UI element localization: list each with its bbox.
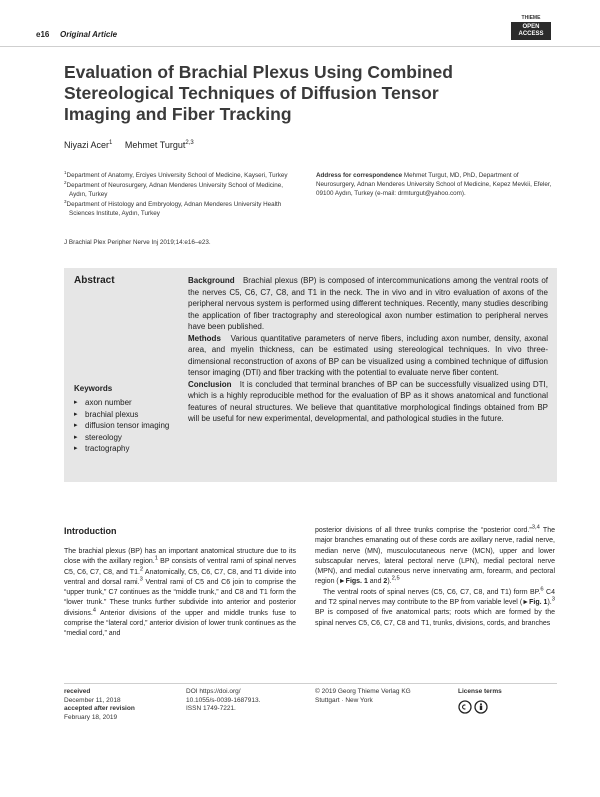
doi-block — [186, 688, 260, 714]
page-number: e16 — [36, 30, 50, 39]
badge-open: OPEN — [522, 24, 540, 30]
abstract-conclusion-label: Conclusion — [188, 379, 232, 389]
affiliation-item: $^2$Department of Neurosurgery, Adnan Menderes University School of Medicine, Aydın, Turkey — [64, 179, 284, 198]
accepted-date: February 18, 2019 — [64, 713, 118, 721]
header-rule — [0, 46, 600, 47]
badge-access: ACCESS — [518, 31, 544, 37]
doi-value[interactable]: 10.1055/s-0039-1687913. — [186, 696, 261, 704]
copyright-text: © 2019 Georg Thieme Verlag KG — [315, 688, 411, 695]
accepted-label: accepted after revision — [64, 705, 135, 712]
keywords-heading: Keywords — [74, 384, 113, 393]
abstract-background-label: Background — [188, 276, 235, 285]
cc-circle-icon — [459, 701, 471, 713]
keyword-item: ▸ axon number — [74, 397, 174, 409]
figure-link[interactable]: 2 — [383, 578, 388, 586]
received-date: December 11, 2018 — [64, 696, 121, 704]
author-name: Niyazi Acer — [64, 140, 110, 150]
introduction-heading: Introduction — [64, 526, 117, 536]
section-label: Original Article — [60, 30, 118, 39]
figure-link[interactable]: ►Fig. 1 — [522, 599, 548, 607]
correspondence — [316, 171, 554, 198]
body-column-right — [315, 526, 555, 629]
copyright-block — [315, 688, 411, 705]
creative-commons-icon[interactable] — [458, 700, 498, 714]
author-list — [64, 140, 194, 150]
abstract-methods-text: Various quantitative parameters of nerve fibers, including axon number, density, axonal area, and myelin thickness, can be estimated using stereological techniques. In vivo three-dimensional reconstruction of axons of BP can be visualized using a combined technique of diffusion tensor imaging (DTI) and fiber tracking with the potential to evaluate nerve fiber content. — [188, 333, 548, 377]
footer-rule — [64, 683, 557, 684]
affiliation-item: $^3$Department of Histology and Embryology, Adnan Menderes University Health Sciences Institute, Aydın, Turkey — [64, 198, 282, 217]
affiliations — [64, 171, 294, 219]
license-block — [458, 688, 502, 697]
journal-citation: J Brachial Plex Peripher Nerve Inj 2019;14:e16–e23. — [64, 239, 211, 246]
received-label: received — [64, 688, 91, 695]
paragraph: The ventral roots of spinal nerves (C5, C6, C7, C8, and T1) form BP.$^6$ C4 and T2 spinal nerves may contribute to the BP from variable level (►Fig. 1).$^3$ BP is composed of five anatomical parts; roots which are formed by the spinal nerves C5, C6, C7, C8 and T1, trunks, divisions, cords, and branches — [315, 586, 555, 627]
author-sup: 2,3 — [185, 140, 194, 146]
abstract-heading: Abstract — [74, 275, 115, 286]
paragraph: The brachial plexus (BP) has an important anatomical structure due to its close with the axillary region.$^1$ BP consists of ventral rami of spinal nerves C5, C6, C7, C8, and T1.$^2$ Anatomically, C5, C6, C7, C8, and T1 divide into ventral and dorsal rami.$^3$ Ventral rami of C5 and C6 join to comprise the “upper trunk,” C7 continues as the “middle trunk,” and C8 and T1 form the “lower trunk.” These trunks further subdivide into anterior and posterior divisions.$^4$ Anterior divisions of the upper and middle trunks fuse to comprise the “lateral cord,” anterior division of lower trunk continues as the “medial cord,” and — [64, 548, 296, 638]
author-sup: 1 — [109, 140, 113, 146]
affiliation-item: $^1$Department of Anatomy, Erciyes University School of Medicine, Kayseri, Turkey — [64, 169, 288, 179]
abstract-conclusion-text: It is concluded that terminal branches of BP can be successfully visualized using DTI, which is a highly reproducible method for the evaluation of BP as it shows anatomical and functional features of neural structures. We believe that quantitative morphological findings obtained from BP will be useful for new experimental, developmental, and pathological studies in the future. — [188, 379, 549, 423]
publisher-location: Stuttgart · New York — [315, 696, 373, 704]
open-access-badge — [511, 15, 551, 41]
correspondence-text: Mehmet Turgut, MD, PhD, Department of Neurosurgery, Adnan Menderes University School of Medicine, Kepez Mevkii, Efeler, 09100 Aydın, Turkey (e-mail: drmturgut@yahoo.com). — [316, 172, 552, 197]
keyword-item: ▸ stereology — [74, 432, 174, 444]
keyword-item: ▸ diffusion tensor imaging — [74, 420, 174, 432]
badge-open-access — [511, 22, 551, 40]
badge-publisher: THIEME — [511, 15, 551, 22]
article-title: Evaluation of Brachial Plexus Using Combined Stereological Techniques of Diffusion Tensor Imaging and Fiber Tracking — [64, 62, 453, 124]
doi-line[interactable]: DOI https://doi.org/ — [186, 688, 241, 695]
license-label: License terms — [458, 688, 502, 695]
keyword-list — [74, 397, 174, 455]
abstract-methods-label: Methods — [188, 333, 221, 343]
abstract-body — [188, 275, 548, 425]
abstract-background-text: Brachial plexus (BP) is composed of intercommunications among the ventral roots of the nerves C5, C6, C7, C8, and T1 in the neck. The in vivo and in vitro evaluation of axons of the peripheral nervous system is performed using different techniques. Recently, many studies describing the application of fiber tractography and stereological axon number estimation to peripheral nerves have been published. — [188, 276, 549, 331]
keyword-item: ▸ tractography — [74, 443, 174, 455]
correspondence-label: Address for correspondence — [316, 172, 403, 179]
dates-block — [64, 688, 135, 722]
paragraph: posterior divisions of all three trunks comprise the “posterior cord.”$^{3,4}$ The major branches emanating out of these cords are axillary nerve, radial nerve, median nerve (MN), musculocutaneous nerve (MCN), upper and lower subscapular nerves, lateral pectoral nerve (LPN), medial pectoral nerve (MPN), and medial cutaneous nerve innervating arm, forearm, and pectoral region (►Figs. 1 and 2).$^{2,5}$ — [315, 524, 555, 586]
issn: ISSN 1749-7221. — [186, 705, 236, 712]
body-column-left — [64, 547, 296, 640]
author-name: Mehmet Turgut — [124, 140, 186, 150]
keyword-item: ▸ brachial plexus — [74, 409, 174, 421]
figure-link[interactable]: ►Figs. 1 — [338, 578, 368, 586]
